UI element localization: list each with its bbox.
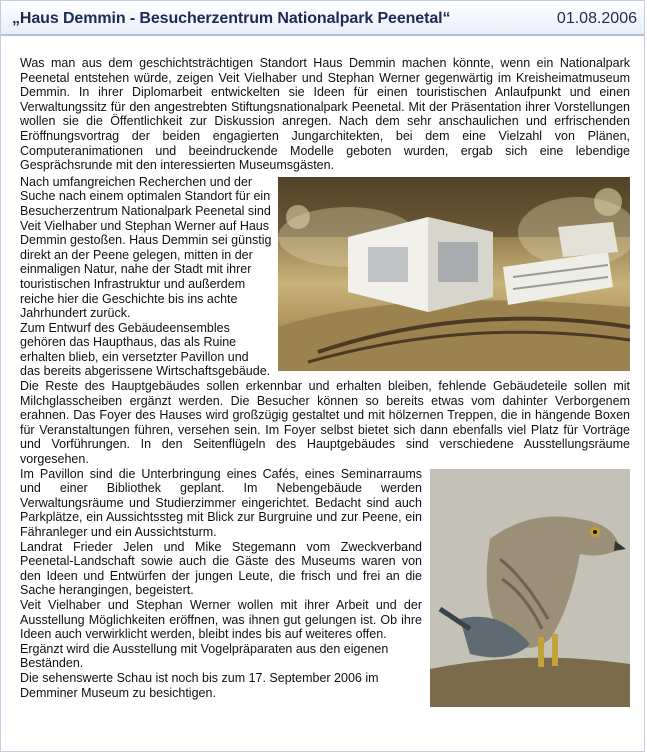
bird-of-prey-icon xyxy=(430,469,630,707)
paragraph-dates: Die sehenswerte Schau ist noch bis zum 17. September 2006 im Demminer Museum zu besichtigen. xyxy=(20,670,379,700)
paragraph-intro: Was man aus dem geschichtsträchtigen Standort Haus Demmin machen könnte, wenn ein Nationalpark Peenetal entstehen würde, zeigen Veit Vielhaber und Stephan Werner gegenwärtig im Kreisheimatmuseum Demmin. In ihrer Diplomarbeit entwickelten sie Ideen für einen touristischen Anlaufpunkt und einen Verwaltungssitz für den angestrebten Stiftungsnationalpark Peenetal. Mit der Präsentation ihrer Vorstellungen wollen sie die Öffentlichkeit zur Diskussion anregen. Nach dem sehr anschaulichen und erfrischenden Eröffnungsvortrag der beiden engagierten Jungarchitekten, bei dem eine Vielzahl von Plänen, Computeranimationen und beeindruckende Modelle geboten wurden, ergab sich eine lebendige Gesprächsrunde mit den interessierten Museumsgästen. xyxy=(20,56,630,173)
paragraph-birds: Ergänzt wird die Ausstellung mit Vogelpräparaten aus den eigenen Beständen. xyxy=(20,641,389,671)
paragraph-guests: Landrat Frieder Jelen und Mike Stegemann vom Zweckverband Peenetal-Landschaft sowie auch die Gäste des Museums waren von den Ideen und Entwürfen der jungen Leute, die frisch und frei an die Sache herangingen, begeistert. xyxy=(20,539,422,598)
model-photo xyxy=(278,177,630,371)
paragraph-location: Nach umfangreichen Recherchen und der Suche nach einem optimalen Standort für ein Besucherzentrum Nationalpark Peenetal sind Veit Vielhaber und Stephan Werner auf Haus Demmin gestoßen. Haus Demmin sei günstig direkt an der Peene gelegen, mitten in der einmaligen Natur, nahe der Stadt mit ihrer touristischen Infrastruktur und außerdem reiche hier die Geschichte bis ins achte Jahrhundert zurück. xyxy=(20,174,272,321)
article-body xyxy=(20,56,630,709)
paragraph-architects: Veit Vielhaber und Stephan Werner wollen mit ihrer Arbeit und der Ausstellung Möglichkeiten eröffnen, was ihnen gut gelungen ist. Ob ihre Ideen auch verwirklicht werden, bleibt indes bis auf weiteres offen. xyxy=(20,597,422,642)
article-header xyxy=(0,0,645,36)
architecture-model-icon xyxy=(278,177,630,371)
article-title: „Haus Demmin - Besucherzentrum Nationalpark Peenetal“ xyxy=(12,10,451,27)
paragraph-pavilion: Im Pavillon sind die Unterbringung eines Cafés, eines Seminarraums und einer Bibliothek geplant. Im Nebengebäude werden Verwaltungsräume und Studierzimmer eingerichtet. Bedacht sind auch Parkplätze, ein Aussichtssteg mit Blick zur Burgruine und zur Peene, ein Fähranleger und ein Aussichtsturm. xyxy=(20,466,422,539)
article-date: 01.08.2006 xyxy=(556,10,637,27)
paragraph-ensemble: Zum Entwurf des Gebäudeensembles gehören das Haupthaus, das als Ruine erhalten blieb, ein versetzter Pavillon und das bereits abgerissene Wirtschaftsgebäude. xyxy=(20,320,271,379)
paragraph-building: Die Reste des Hauptgebäudes sollen erkennbar und erhalten bleiben, fehlende Gebäudeteile sollen mit Milchglasscheiben ergänzt werden. Die Besucher können so bereits etwas vom dahinter Verborgenem erahnen. Das Foyer des Hauses wird großzügig gestaltet und mit hölzernen Treppen, die in hängende Boxen für Veranstaltungen führen, versehen sein. Im Foyer selbst bietet sich dann ebenfalls viel Platz für Vorträge und Vorführungen. In den Seitenflügeln des Hauptgebäudes sind verschiedene Ausstellungsräume vorgesehen. xyxy=(20,379,630,467)
bird-photo xyxy=(430,469,630,707)
